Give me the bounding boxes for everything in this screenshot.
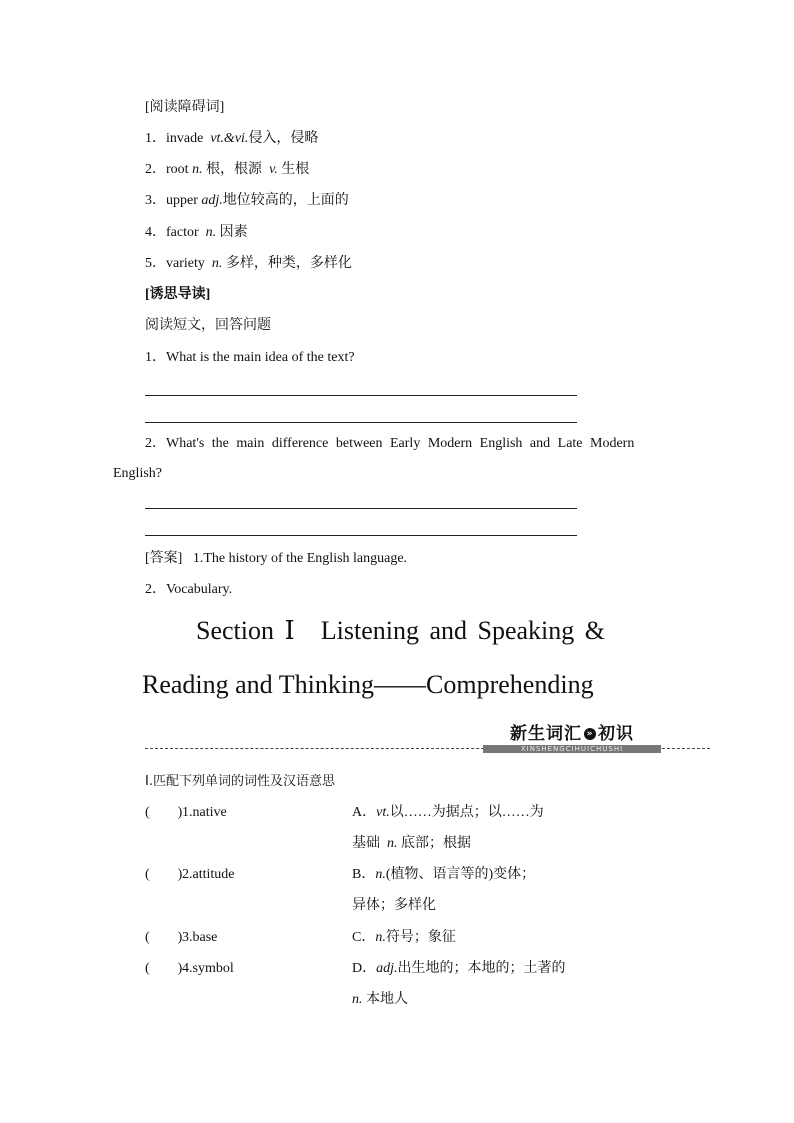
match-option-a: A．vt.以……为据点；以……为 [352,805,544,820]
question-1: 1．What is the main idea of the text? [145,350,355,365]
answer-blank: ( ) [145,867,183,882]
answer-row-1 [145,549,407,569]
match-option-c: C．n.符号；象征 [352,930,456,945]
vocab-item-2: 2．root n. 根，根源 v. 生根 [145,162,310,177]
vocab-banner [145,724,710,754]
match-word-2: 2.attitude [182,867,235,882]
match-word-3: 3.base [182,930,218,945]
match-word-1: 1.native [182,805,227,820]
vocab-item-4: 4．factor n. 因素 [145,225,248,240]
reading-words-header: [阅读障碍词] [145,100,225,115]
question-2: 2．What's the main difference between Early Modern English and Late Modern [145,436,635,451]
answer-label: [答案] [145,551,183,566]
answer-line [145,508,577,509]
answer-blank: ( ) [145,961,183,976]
match-word-4: 4.symbol [182,961,234,976]
answer-2: 2．Vocabulary. [145,582,233,597]
match-option-b: B．n.(植物、语言等的)变体； [352,867,536,882]
guided-reading-header: [诱思导读] [145,287,211,302]
question-2-cont: English? [113,466,162,481]
answer-line [145,395,577,396]
matching-header: Ⅰ.匹配下列单词的词性及汉语意思 [145,774,335,789]
vocab-item-5: 5．variety n. 多样，种类，多样化 [145,256,352,271]
match-option-d-cont: n. 本地人 [352,992,408,1007]
vocab-item-1: 1．invade vt.&vi.侵入，侵略 [145,131,319,146]
match-option-d: D．adj.出生地的；本地的；土著的 [352,961,566,976]
arrow-icon: » [584,728,596,740]
answer-blank: ( ) [145,930,183,945]
vocab-item-3: 3．upper adj.地位较高的，上面的 [145,193,349,208]
answer-blank: ( ) [145,805,183,820]
banner-pinyin: XINSHENGCIHUICHUSHI [483,745,661,753]
match-option-a-cont: 基础 n. 底部；根据 [352,836,471,851]
section-title-line-2: Reading and Thinking——Comprehending [142,670,594,699]
banner-label: 新生词汇 » 初识 XINSHENGCIHUICHUSHI [483,724,661,754]
match-option-b-cont: 异体；多样化 [352,898,436,913]
section-title-line-1: Section Ⅰ Listening and Speaking & [196,616,605,645]
answer-line [145,535,577,536]
answer-line [145,422,577,423]
guided-instruction: 阅读短文，回答问题 [145,318,271,333]
answer-1: 1.The history of the English language. [192,551,408,566]
